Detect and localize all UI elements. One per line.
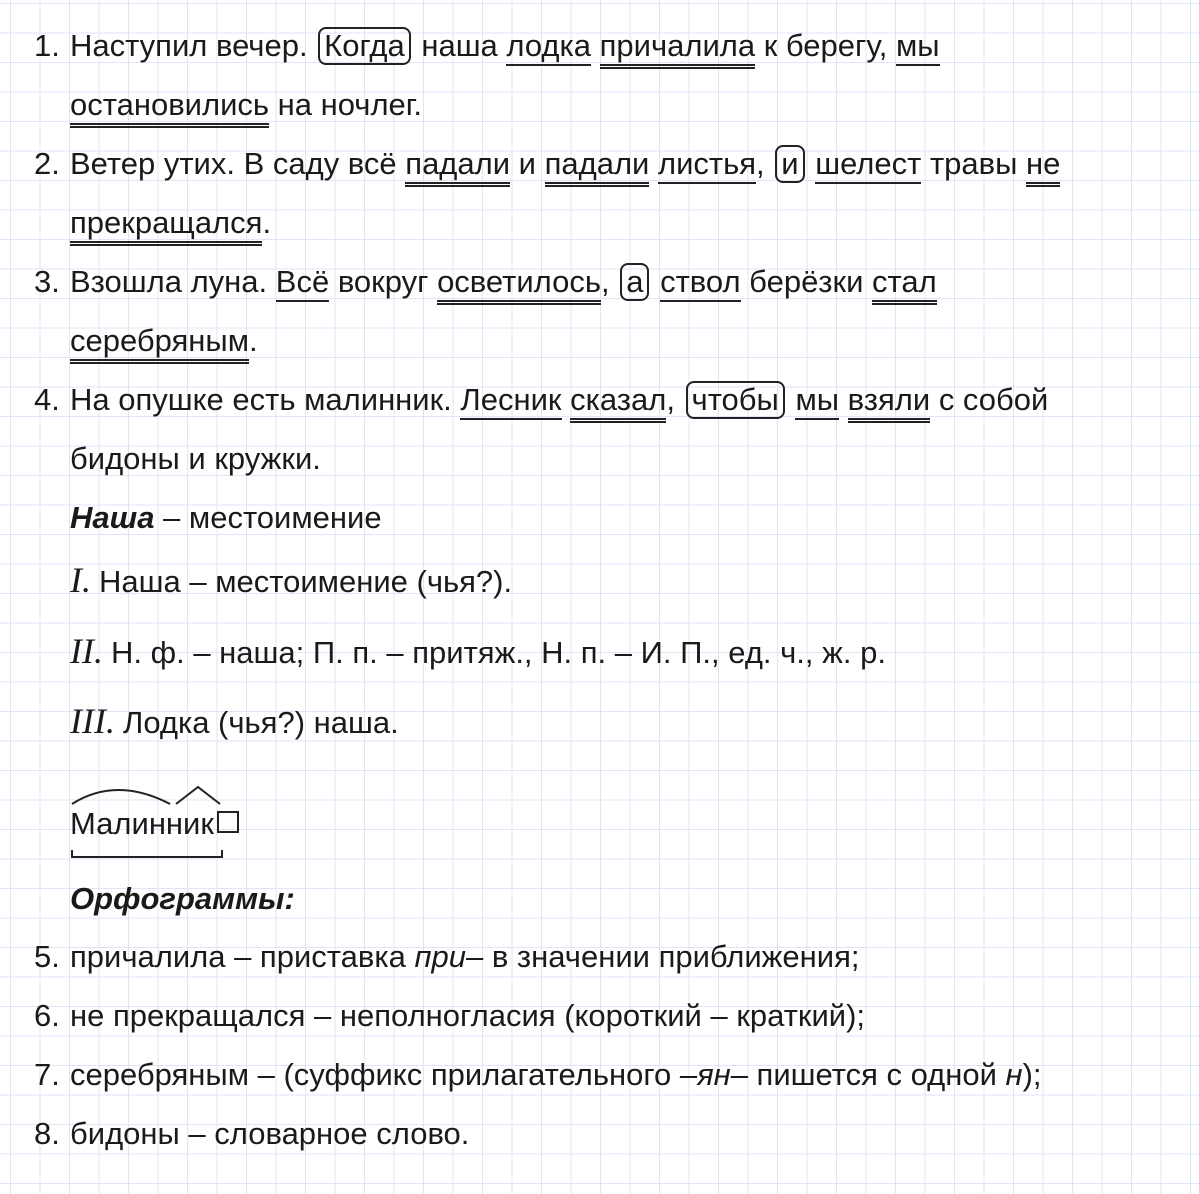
predicate: серебряным	[70, 323, 249, 364]
suffix-mark	[176, 787, 220, 804]
sentence-text: бидоны и кружки.	[70, 441, 321, 476]
predicate: стал	[872, 264, 937, 305]
root-arc	[72, 790, 170, 804]
item-number: 3.	[34, 264, 60, 299]
item-number: 6.	[34, 998, 60, 1033]
subject: ствол	[660, 264, 740, 302]
subject: Лесник	[460, 382, 561, 420]
analysis-text: Наша – местоимение (чья?).	[99, 564, 513, 599]
subject: мы	[795, 382, 839, 420]
roman-numeral: III.	[70, 701, 115, 741]
predicate: взяли	[848, 382, 931, 423]
rule-text: серебряным – (суффикс прилагательного –ян– пишется с одной н);	[70, 1057, 1042, 1092]
item-number: 4.	[34, 382, 60, 417]
conjunction-box: а	[620, 263, 649, 301]
sentence-text: прекращался.	[70, 203, 271, 243]
predicate: осветилось	[437, 264, 601, 305]
sentence-text: Ветер утих. В саду всё падали и падали листья, и шелест травы не	[70, 144, 1060, 184]
sentence-text: Взошла луна. Всё вокруг осветилось, а ствол берёзки стал	[70, 262, 937, 302]
conjunction-box: чтобы	[686, 381, 785, 419]
item-number: 5.	[34, 939, 60, 974]
ending-box-icon	[217, 811, 239, 833]
analysis-heading-rest: – местоимение	[154, 500, 382, 535]
sentence-text: На опушке есть малинник. Лесник сказал, чтобы мы взяли с собой	[70, 380, 1048, 420]
analysis-word: Наша	[70, 500, 155, 535]
morpheme-word: Малинник	[70, 806, 214, 841]
analysis-text: Н. ф. – наша; П. п. – притяж., Н. п. – И. П., ед. ч., ж. р.	[110, 635, 886, 670]
conjunction-box: и	[775, 145, 804, 183]
item-number: 1.	[34, 28, 60, 63]
roman-numeral: II.	[70, 631, 103, 671]
predicate: падали	[545, 146, 650, 187]
rule-text: не прекращался – неполногласия (короткий – краткий);	[70, 998, 866, 1033]
item-number: 8.	[34, 1116, 60, 1151]
predicate: не	[1026, 146, 1060, 187]
sentence-text: Наступил вечер. Когда наша лодка причалила к берегу, мы	[70, 26, 940, 66]
subject: листья	[658, 146, 756, 184]
suffix-highlight: –ян–	[679, 1057, 748, 1092]
roman-numeral: I.	[70, 560, 91, 600]
subject: лодка	[506, 28, 591, 66]
predicate: причалила	[600, 28, 755, 69]
letter-highlight: н	[1005, 1057, 1023, 1092]
rule-text: бидоны – словарное слово.	[70, 1116, 470, 1151]
predicate: остановились	[70, 87, 269, 128]
item-number: 2.	[34, 146, 60, 181]
prefix-highlight: при–	[414, 939, 484, 974]
subject: Всё	[276, 264, 329, 302]
analysis-text: Лодка (чья?) наша.	[122, 705, 399, 740]
item-number: 7.	[34, 1057, 60, 1092]
sentence-text: остановились на ночлег.	[70, 85, 422, 125]
stem-bracket	[72, 850, 222, 857]
sentence-text: серебряным.	[70, 321, 258, 361]
subject: шелест	[815, 146, 921, 184]
predicate: сказал	[570, 382, 666, 423]
conjunction-box: Когда	[318, 27, 411, 65]
rule-text: причалила – приставка при– в значении приближения;	[70, 939, 860, 974]
subject: мы	[896, 28, 940, 66]
predicate: падали	[405, 146, 510, 187]
predicate: прекращался	[70, 205, 262, 246]
